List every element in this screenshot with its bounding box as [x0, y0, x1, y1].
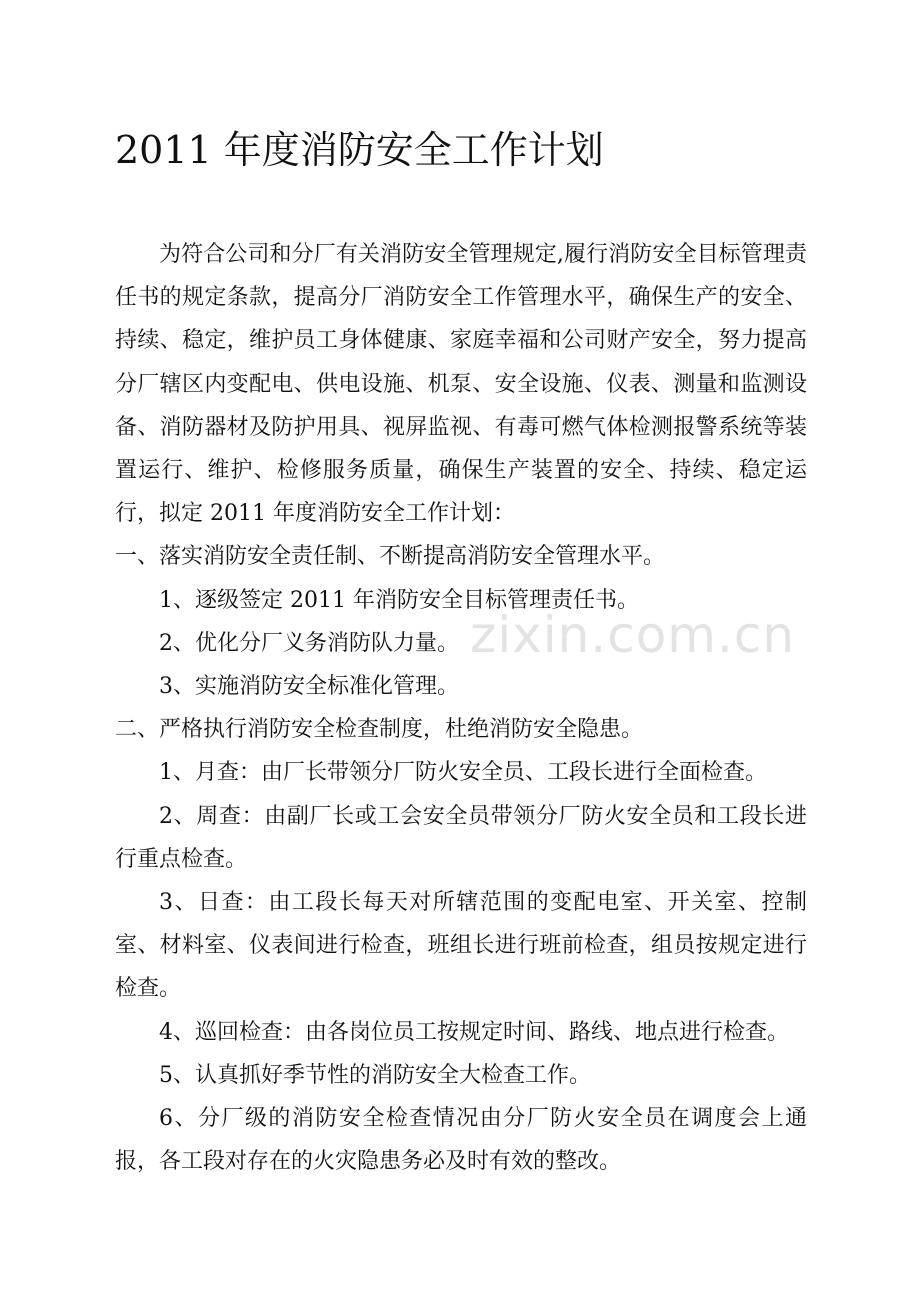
list-item: 3、日查：由工段长每天对所辖范围的变配电室、开关室、控制室、材料室、仪表间进行检查，班组长进行班前检查，组员按规定进行检查。 [115, 890, 807, 1002]
list-item: 3、实施消防安全标准化管理。 [159, 674, 459, 700]
document-body [115, 233, 807, 1183]
list-item: 5、认真抓好季节性的消防安全大检查工作。 [159, 1062, 591, 1088]
list-item: 2、周查：由副厂长或工会安全员带领分厂防火安全员和工段长进行重点检查。 [115, 803, 807, 872]
list-item: 6、分厂级的消防安全检查情况由分厂防火安全员在调度会上通报，各工段对存在的火灾隐患务必及时有效的整改。 [115, 1106, 807, 1175]
watermark: zixin.com.cn [470, 606, 796, 664]
list-item: 1、逐级签定 2011 年消防安全目标管理责任书。 [159, 587, 639, 613]
section-heading-2: 二、严格执行消防安全检查制度，杜绝消防安全隐患。 [115, 717, 644, 743]
intro-paragraph: 为符合公司和分厂有关消防安全管理规定,履行消防安全目标管理责任书的规定条款，提高分厂消防安全工作管理水平，确保生产的安全、持续、稳定，维护员工身体健康、家庭幸福和公司财产安全，努力提高分厂辖区内变配电、供电设施、机泵、安全设施、仪表、测量和监测设备、消防器材及防护用具、视屏监视、有毒可燃气体检测报警系统等装置运行、维护、检修服务质量，确保生产装置的安全、持续、稳定运行，拟定 2011 年度消防安全工作计划： [115, 242, 807, 527]
list-item: 2、优化分厂义务消防队力量。 [159, 630, 459, 656]
document-title: 2011 年度消防安全工作计划 [115, 128, 604, 172]
section-heading-1: 一、落实消防安全责任制、不断提高消防安全管理水平。 [115, 544, 666, 570]
list-item: 1、月查：由厂长带领分厂防火安全员、工段长进行全面检查。 [159, 760, 767, 786]
list-item: 4、巡回检查：由各岗位员工按规定时间、路线、地点进行检查。 [159, 1019, 789, 1045]
